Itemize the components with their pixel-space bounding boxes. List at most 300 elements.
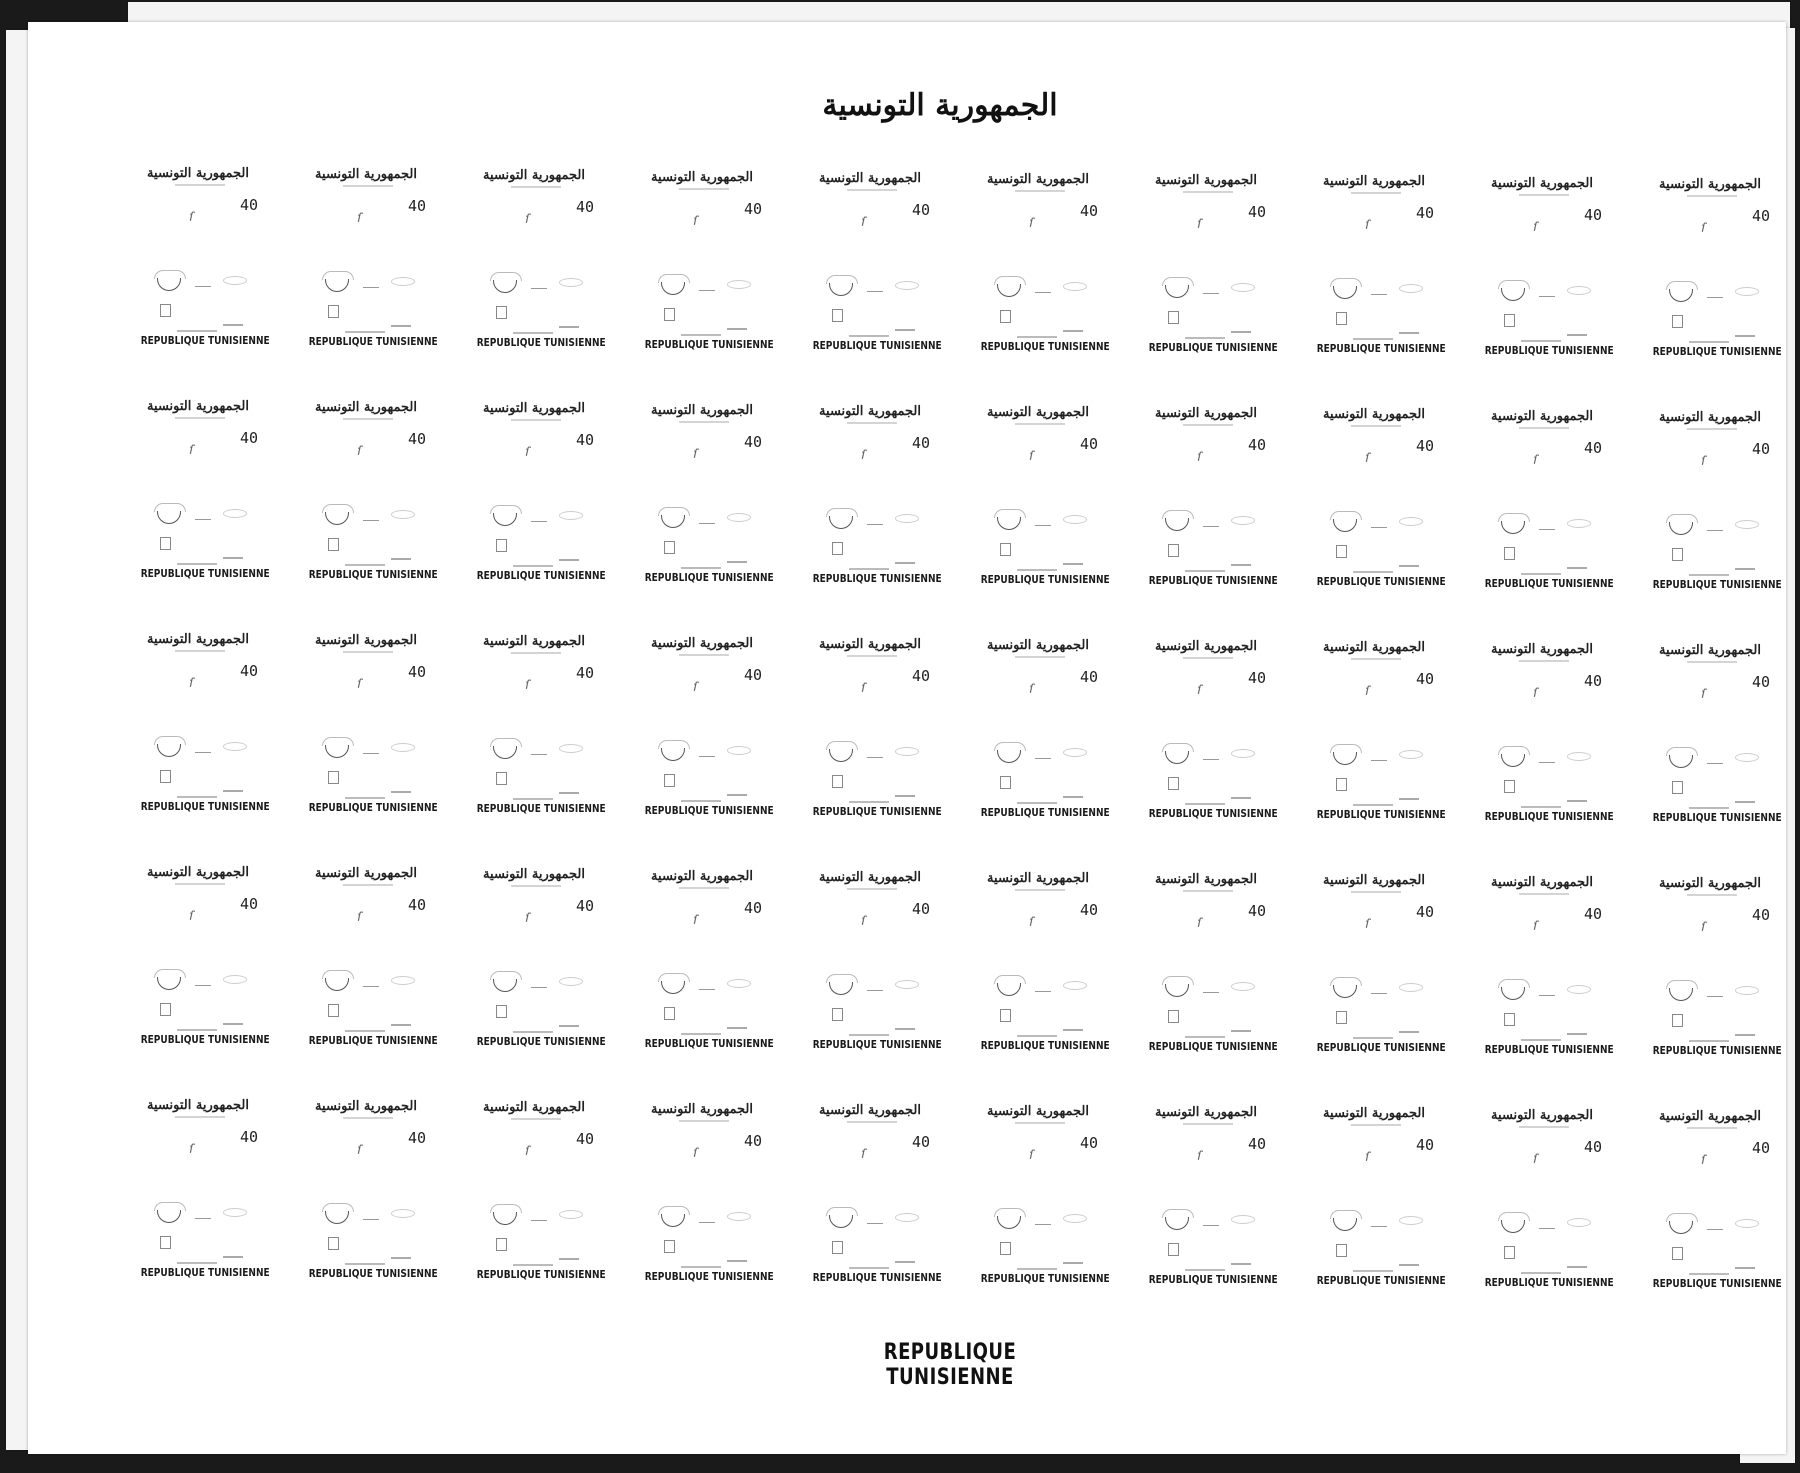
stamp-mini-text-line — [1017, 802, 1057, 804]
stamp-value: 40 — [1080, 901, 1099, 919]
stamp-ring-icon — [223, 742, 247, 751]
stamp-dash — [699, 290, 715, 291]
stamp-arabic-text: الجمهورية التونسية — [651, 169, 753, 185]
stamp-dome-icon — [661, 748, 685, 761]
stamp-dash — [531, 521, 547, 522]
stamp — [639, 399, 779, 631]
stamp-dash — [699, 523, 715, 524]
stamp-ring-icon — [559, 977, 583, 986]
stamp-ring-icon — [1735, 520, 1759, 529]
stamp-ring-icon — [1231, 516, 1255, 525]
stamp-dome-icon — [661, 515, 685, 528]
stamp-subtext-line — [847, 655, 897, 657]
stamp-square-icon — [832, 309, 843, 322]
stamp-tick-mark: ſ — [859, 1146, 868, 1163]
stamp-ring-icon — [1063, 282, 1087, 291]
stamp-mini-text-line — [177, 1029, 217, 1031]
stamp-ring-icon — [1063, 981, 1087, 990]
stamp-arabic-text: الجمهورية التونسية — [1491, 641, 1593, 657]
stamp — [1647, 1105, 1787, 1337]
stamp-ring-icon — [559, 1210, 583, 1219]
stamp-tick-mark: ſ — [1195, 1148, 1204, 1165]
stamp-tick-mark: ſ — [1699, 686, 1708, 703]
stamp-square-icon — [1000, 776, 1011, 789]
stamp-subtext-line — [1183, 191, 1233, 193]
stamp-value: 40 — [744, 665, 763, 684]
stamp-dome-icon — [493, 513, 517, 526]
stamp-subtext-line — [1351, 658, 1401, 660]
stamp-mini-text-line — [1689, 807, 1729, 809]
stamp-subtext-line — [1519, 1126, 1569, 1128]
stamp — [807, 866, 947, 1098]
stamp — [1143, 169, 1283, 401]
stamp-mini-text-line — [1185, 1269, 1225, 1271]
stamp-mini-text-line — [1689, 1273, 1729, 1275]
stamp-country-text: REPUBLIQUE TUNISIENNE — [308, 801, 438, 815]
stamp-tiny-line — [895, 562, 915, 564]
stamp-arabic-text: الجمهورية التونسية — [483, 634, 585, 650]
stamp-dash — [1035, 525, 1051, 526]
stamp-tiny-line — [727, 1027, 747, 1029]
stamp-tiny-line — [1567, 800, 1587, 802]
stamp-dash — [531, 288, 547, 289]
stamp — [1479, 172, 1619, 404]
stamp — [303, 862, 443, 1094]
stamp-tick-mark: ſ — [1027, 1147, 1036, 1164]
stamp-dash — [1707, 1229, 1723, 1230]
stamp-arabic-text: الجمهورية التونسية — [483, 1100, 585, 1116]
stamp-country-text: REPUBLIQUE TUNISIENNE — [476, 802, 606, 816]
stamp-square-icon — [1504, 547, 1515, 560]
stamp-subtext-line — [343, 418, 393, 420]
stamp-dome-icon — [997, 284, 1021, 297]
stamp — [135, 395, 275, 627]
stamp-dome-icon — [1669, 755, 1693, 768]
stamp-dome-icon — [1501, 1220, 1525, 1233]
stamp-dome-icon — [997, 750, 1021, 763]
stamp-ring-icon — [391, 1209, 415, 1218]
stamp-value: 40 — [744, 432, 763, 451]
stamp-mini-text-line — [345, 1030, 385, 1032]
stamp-tick-mark: ſ — [1027, 681, 1036, 698]
stamp-value: 40 — [576, 431, 595, 450]
stamp-square-icon — [160, 304, 171, 317]
stamp-dome-icon — [325, 512, 349, 525]
stamp-arabic-text: الجمهورية التونسية — [1491, 408, 1593, 424]
stamp-dome-icon — [829, 749, 853, 762]
stamp-dome-icon — [661, 1214, 685, 1227]
stamp-subtext-line — [847, 888, 897, 890]
stamp-square-icon — [496, 306, 507, 319]
stamp-dome-icon — [829, 283, 853, 296]
stamp-subtext-line — [175, 1116, 225, 1118]
stamp-ring-icon — [895, 514, 919, 523]
stamp-tiny-line — [559, 1258, 579, 1260]
stamp — [471, 863, 611, 1095]
stamp-tiny-line — [1231, 331, 1251, 333]
stamp-subtext-line — [1519, 660, 1569, 662]
stamp-dash — [363, 753, 379, 754]
stamp-arabic-text: الجمهورية التونسية — [1659, 409, 1761, 425]
stamp-ring-icon — [1231, 1215, 1255, 1224]
stamp-subtext-line — [1183, 657, 1233, 659]
stamp-country-text: REPUBLIQUE TUNISIENNE — [1148, 1273, 1278, 1287]
stamp-dome-icon — [493, 280, 517, 293]
stamp-value: 40 — [1752, 439, 1771, 458]
stamp-country-text: REPUBLIQUE TUNISIENNE — [476, 1035, 606, 1049]
stamp-tiny-line — [1735, 1034, 1755, 1036]
stamp-dome-icon — [325, 279, 349, 292]
stamp-country-text: REPUBLIQUE TUNISIENNE — [1148, 1040, 1278, 1054]
stamp — [1479, 638, 1619, 870]
stamp-arabic-text: الجمهورية التونسية — [483, 401, 585, 417]
stamp-country-text: REPUBLIQUE TUNISIENNE — [812, 338, 942, 352]
stamp-tick-mark: ſ — [523, 678, 532, 694]
stamp-tiny-line — [223, 557, 243, 559]
stamp-subtext-line — [511, 652, 561, 654]
stamp-mini-text-line — [1017, 336, 1057, 338]
stamp-tiny-line — [1735, 801, 1755, 803]
stamp-ring-icon — [1399, 1216, 1423, 1225]
stamp-arabic-text: الجمهورية التونسية — [651, 635, 753, 651]
stamp-dash — [867, 990, 883, 991]
stamp — [1311, 636, 1451, 868]
stamp-tiny-line — [559, 326, 579, 328]
stamp-subtext-line — [175, 184, 225, 186]
stamp-dash — [1539, 762, 1555, 763]
stamp-square-icon — [1000, 1009, 1011, 1022]
stamp-arabic-text: الجمهورية التونسية — [987, 638, 1089, 653]
stamp-square-icon — [496, 1005, 507, 1018]
stamp-arabic-text: الجمهورية التونسية — [651, 868, 753, 884]
stamp-arabic-text: الجمهورية التونسية — [147, 1098, 249, 1113]
stamp-square-icon — [1168, 311, 1179, 324]
stamp-arabic-text: الجمهورية التونسية — [1659, 1108, 1761, 1124]
stamp-arabic-text: الجمهورية التونسية — [1155, 173, 1257, 189]
stamp-tick-mark: ſ — [1531, 918, 1540, 934]
stamp-square-icon — [1168, 1010, 1179, 1023]
stamp — [135, 628, 275, 860]
stamp-tick-mark: ſ — [187, 908, 196, 925]
stamp — [639, 865, 779, 1097]
stamp-mini-text-line — [177, 330, 217, 332]
stamp-dome-icon — [1333, 286, 1357, 299]
stamp-tick-mark: ſ — [691, 446, 700, 462]
stamp-tick-mark: ſ — [355, 909, 364, 926]
stamp-country-text: REPUBLIQUE TUNISIENNE — [308, 1034, 438, 1048]
stamp-tiny-line — [1063, 1262, 1083, 1264]
stamp — [1143, 635, 1283, 867]
stamp-arabic-text: الجمهورية التونسية — [1323, 873, 1425, 889]
stamp-tick-mark: ſ — [1027, 914, 1036, 931]
stamp-arabic-text: الجمهورية التونسية — [819, 1102, 921, 1118]
stamp-tiny-line — [391, 1024, 411, 1026]
stamp-value: 40 — [912, 1132, 931, 1151]
stamp-ring-icon — [223, 1208, 247, 1217]
stamp-country-text: REPUBLIQUE TUNISIENNE — [1484, 576, 1614, 590]
stamp-dome-icon — [157, 511, 181, 524]
stamp-subtext-line — [679, 1120, 729, 1122]
stamp-dome-icon — [1501, 754, 1525, 767]
stamp-dash — [1035, 991, 1051, 992]
stamp-value: 40 — [1416, 1136, 1435, 1155]
stamp-subtext-line — [1183, 1123, 1233, 1125]
stamp-arabic-text: الجمهورية التونسية — [1491, 1107, 1593, 1123]
stamp-ring-icon — [1735, 986, 1759, 995]
stamp-arabic-text: الجمهورية التونسية — [147, 399, 249, 414]
stamp-square-icon — [1504, 1246, 1515, 1259]
stamp-dash — [699, 756, 715, 757]
stamp-country-text: REPUBLIQUE TUNISIENNE — [140, 1266, 270, 1279]
stamp-square-icon — [1000, 1242, 1011, 1255]
stamp-subtext-line — [343, 884, 393, 886]
stamp-square-icon — [1504, 314, 1515, 327]
stamp-arabic-text: الجمهورية التونسية — [1323, 407, 1425, 423]
stamp — [1647, 639, 1787, 871]
stamp-ring-icon — [559, 278, 583, 287]
stamp-subtext-line — [847, 189, 897, 191]
stamp-value: 40 — [1584, 1137, 1603, 1156]
stamp-dash — [1203, 759, 1219, 760]
stamp-square-icon — [1168, 544, 1179, 557]
stamp-subtext-line — [1687, 1127, 1737, 1129]
stamp-country-text: REPUBLIQUE TUNISIENNE — [644, 1269, 774, 1283]
stamp-value: 40 — [408, 896, 427, 915]
stamp-tick-mark: ſ — [1363, 218, 1372, 234]
stamp — [639, 632, 779, 864]
stamp-tick-mark: ſ — [691, 679, 700, 695]
stamp-value: 40 — [912, 433, 931, 452]
stamp-country-text: REPUBLIQUE TUNISIENNE — [476, 569, 606, 583]
stamp-country-text: REPUBLIQUE TUNISIENNE — [140, 1033, 270, 1046]
stamp-square-icon — [664, 308, 675, 321]
stamp-tiny-line — [895, 795, 915, 797]
stamp-dome-icon — [1333, 752, 1357, 765]
stamp-value: 40 — [1080, 668, 1099, 686]
stamp — [807, 400, 947, 632]
stamp-country-text: REPUBLIQUE TUNISIENNE — [980, 340, 1110, 353]
stamp-country-text: REPUBLIQUE TUNISIENNE — [1652, 1276, 1782, 1290]
stamp-tick-mark: ſ — [355, 676, 364, 693]
stamp-tiny-line — [727, 561, 747, 563]
stamp-value: 40 — [1584, 671, 1603, 690]
stamp-country-text: REPUBLIQUE TUNISIENNE — [476, 1268, 606, 1282]
stamp — [975, 168, 1115, 400]
stamp-mini-text-line — [1185, 803, 1225, 805]
stamp-dome-icon — [997, 1216, 1021, 1229]
stamp-mini-text-line — [1353, 1037, 1393, 1039]
stamp-mini-text-line — [1353, 804, 1393, 806]
stamp-dome-icon — [661, 981, 685, 994]
stamp-value: 40 — [408, 430, 427, 449]
stamp-mini-text-line — [345, 331, 385, 333]
stamp-dome-icon — [325, 978, 349, 991]
stamp-arabic-text: الجمهورية التونسية — [987, 1104, 1089, 1119]
stamp-country-text: REPUBLIQUE TUNISIENNE — [1316, 1274, 1446, 1288]
stamp-country-text: REPUBLIQUE TUNISIENNE — [1316, 575, 1446, 589]
stamp-value: 40 — [1416, 437, 1435, 456]
stamp-arabic-text: الجمهورية التونسية — [147, 632, 249, 647]
stamp-ring-icon — [727, 280, 751, 289]
stamp-tiny-line — [1399, 1264, 1419, 1266]
stamp — [471, 1096, 611, 1328]
stamp-country-text: REPUBLIQUE TUNISIENNE — [1148, 341, 1278, 355]
stamp-square-icon — [832, 1241, 843, 1254]
stamp-tiny-line — [1231, 1030, 1251, 1032]
stamp-ring-icon — [1735, 1219, 1759, 1228]
stamp-dash — [531, 754, 547, 755]
stamp-dome-icon — [1501, 288, 1525, 301]
stamp-square-icon — [160, 770, 171, 783]
stamp-mini-text-line — [1521, 1272, 1561, 1274]
stamp-tick-mark: ſ — [1699, 919, 1708, 936]
stamp-dash — [1539, 1228, 1555, 1229]
stamp-mini-text-line — [1017, 1035, 1057, 1037]
stamp-tick-mark: ſ — [187, 442, 196, 459]
stamp-dome-icon — [325, 745, 349, 758]
stamp-square-icon — [1336, 312, 1347, 325]
stamp-square-icon — [1000, 310, 1011, 323]
stamp-tick-mark: ſ — [187, 209, 196, 226]
stamp-dash — [699, 1222, 715, 1223]
stamp-subtext-line — [1687, 195, 1737, 197]
stamp-dome-icon — [661, 282, 685, 295]
stamp-country-text: REPUBLIQUE TUNISIENNE — [1652, 577, 1782, 591]
stamp-mini-text-line — [1185, 1036, 1225, 1038]
stamp-subtext-line — [511, 885, 561, 887]
stamp-ring-icon — [223, 276, 247, 285]
stamp-country-text: REPUBLIQUE TUNISIENNE — [1484, 1042, 1614, 1056]
stamp-ring-icon — [223, 509, 247, 518]
stamp-value: 40 — [912, 899, 931, 918]
stamp-country-text: REPUBLIQUE TUNISIENNE — [1484, 1275, 1614, 1289]
stamp-tick-mark: ſ — [691, 213, 700, 229]
stamp-square-icon — [160, 537, 171, 550]
stamp-dash — [363, 520, 379, 521]
stamp-dome-icon — [157, 977, 181, 990]
stamp-dash — [867, 757, 883, 758]
stamp-dash — [195, 985, 211, 986]
stamp-value: 40 — [1080, 202, 1099, 220]
stamp-dash — [1035, 292, 1051, 293]
stamp-subtext-line — [175, 417, 225, 419]
stamp-ring-icon — [1735, 753, 1759, 762]
stamp-square-icon — [1672, 1014, 1683, 1027]
stamp-mini-text-line — [1689, 1040, 1729, 1042]
stamp-subtext-line — [1687, 894, 1737, 896]
stamp — [135, 1094, 275, 1326]
stamp-tiny-line — [1735, 568, 1755, 570]
stamp-tick-mark: ſ — [187, 1141, 196, 1158]
stamp-value: 40 — [1584, 438, 1603, 457]
sheet-header-arabic: الجمهورية التونسية — [822, 88, 1058, 123]
stamp-subtext-line — [1183, 890, 1233, 892]
stamp-dome-icon — [157, 278, 181, 291]
stamp-square-icon — [1672, 1247, 1683, 1260]
stamp-value: 40 — [576, 897, 595, 916]
stamp — [1143, 1101, 1283, 1333]
stamp-tiny-line — [1399, 332, 1419, 334]
stamp-tick-mark: ſ — [859, 447, 868, 464]
stamp-dash — [1203, 992, 1219, 993]
stamp-dash — [195, 519, 211, 520]
stamp-ring-icon — [895, 281, 919, 290]
stamp-tiny-line — [1399, 565, 1419, 567]
stamp-tiny-line — [1399, 1031, 1419, 1033]
stamp-subtext-line — [1351, 891, 1401, 893]
stamp-dash — [1707, 996, 1723, 997]
stamp-arabic-text: الجمهورية التونسية — [483, 168, 585, 184]
stamp-subtext-line — [679, 887, 729, 889]
stamp-square-icon — [1504, 1013, 1515, 1026]
stamp-dash — [1707, 530, 1723, 531]
stamp-value: 40 — [408, 1129, 427, 1148]
stamp-mini-text-line — [1521, 340, 1561, 342]
stamp-tick-mark: ſ — [691, 912, 700, 928]
stamp-dash — [1203, 1225, 1219, 1226]
stamp-country-text: REPUBLIQUE TUNISIENNE — [1316, 808, 1446, 822]
stamp-dome-icon — [1669, 1221, 1693, 1234]
stamp — [975, 1100, 1115, 1332]
stamp-dome-icon — [829, 982, 853, 995]
stamp-subtext-line — [1183, 424, 1233, 426]
stamp-dash — [1371, 760, 1387, 761]
stamp-mini-text-line — [681, 1266, 721, 1268]
stamp-dash — [867, 1223, 883, 1224]
stamp-mini-text-line — [849, 568, 889, 570]
stamp-value: 40 — [744, 898, 763, 917]
stamp — [807, 1099, 947, 1331]
stamp-value: 40 — [1752, 672, 1771, 691]
stamp-tiny-line — [895, 1261, 915, 1263]
stamp-value: 40 — [1248, 1135, 1267, 1154]
stamp-country-text: REPUBLIQUE TUNISIENNE — [308, 1267, 438, 1281]
stamp-mini-text-line — [1353, 338, 1393, 340]
stamp-mini-text-line — [1353, 1270, 1393, 1272]
stamp-dash — [1371, 527, 1387, 528]
stamp — [471, 164, 611, 396]
stamp-country-text: REPUBLIQUE TUNISIENNE — [980, 573, 1110, 586]
stamp-square-icon — [496, 539, 507, 552]
stamp-subtext-line — [175, 650, 225, 652]
stamp-arabic-text: الجمهورية التونسية — [315, 633, 417, 649]
stamp-ring-icon — [727, 1212, 751, 1221]
stamp-tiny-line — [895, 329, 915, 331]
stamp — [639, 1098, 779, 1330]
stamp-arabic-text: الجمهورية التونسية — [651, 1101, 753, 1117]
stamp-arabic-text: الجمهورية التونسية — [1323, 174, 1425, 190]
stamp-dash — [1539, 529, 1555, 530]
stamp — [303, 1095, 443, 1327]
stamp — [1311, 170, 1451, 402]
stamp-ring-icon — [223, 975, 247, 984]
stamp-mini-text-line — [1689, 341, 1729, 343]
stamp-arabic-text: الجمهورية التونسية — [1659, 875, 1761, 891]
stamp-subtext-line — [1015, 423, 1065, 425]
stamp-square-icon — [328, 538, 339, 551]
stamp — [1311, 869, 1451, 1101]
stamp-country-text: REPUBLIQUE TUNISIENNE — [980, 1039, 1110, 1052]
stamp-dome-icon — [493, 1212, 517, 1225]
stamp-mini-text-line — [849, 801, 889, 803]
stamp-subtext-line — [1519, 893, 1569, 895]
stamp-value: 40 — [1584, 205, 1603, 224]
stamp-tick-mark: ſ — [1531, 1151, 1540, 1167]
stamp-dome-icon — [1669, 988, 1693, 1001]
stamp-mini-text-line — [177, 563, 217, 565]
stamp-tiny-line — [1567, 1033, 1587, 1035]
stamp-arabic-text: الجمهورية التونسية — [651, 402, 753, 418]
